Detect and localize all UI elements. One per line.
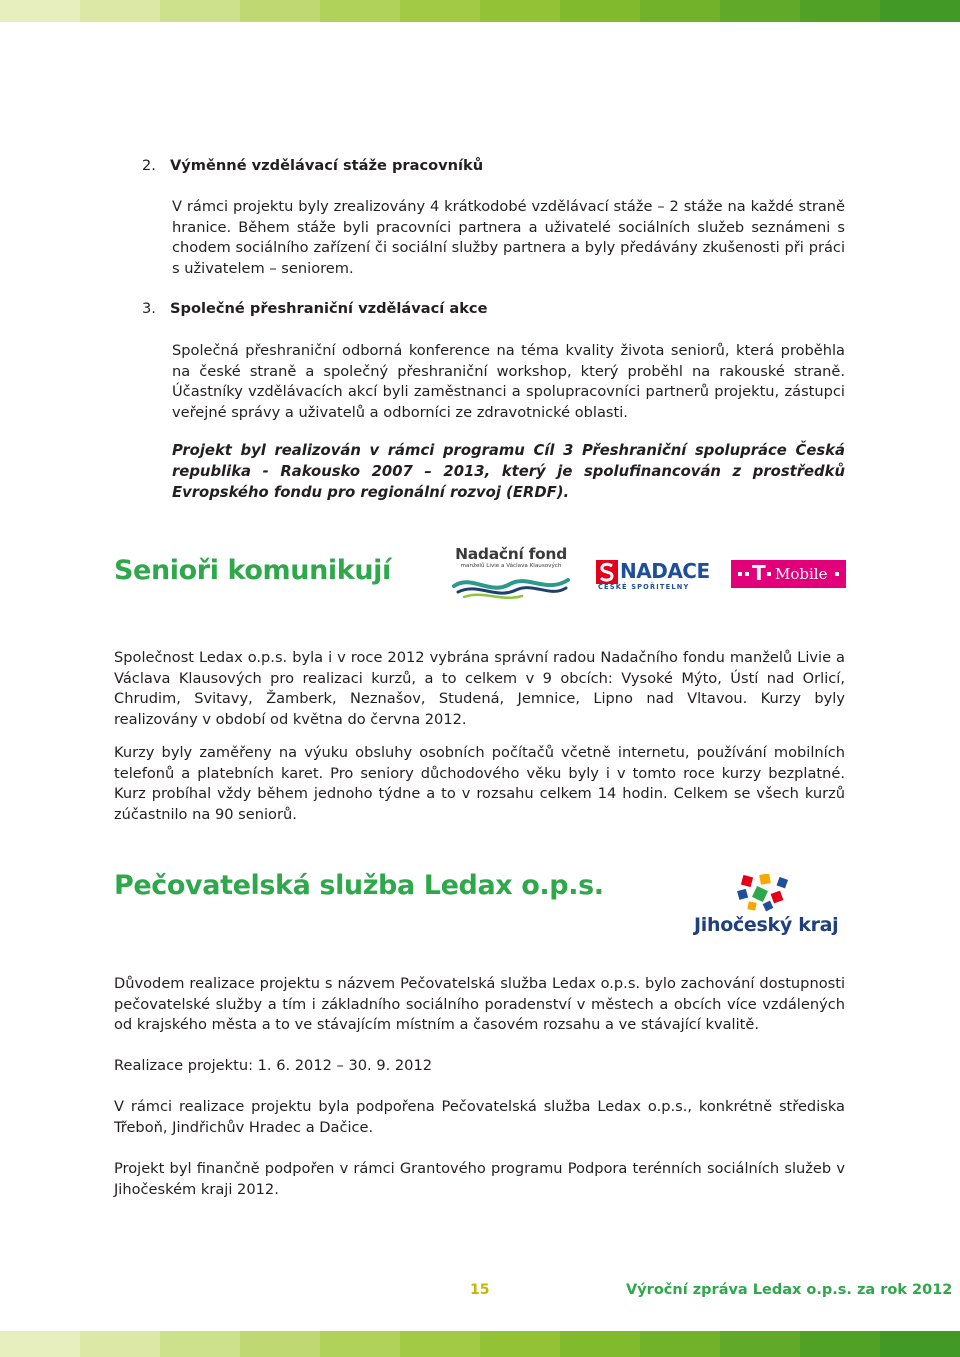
stripe-segment [320,1331,400,1357]
tmobile-t: T [752,561,766,585]
pecovatelska-paragraph-2: Realizace projektu: 1. 6. 2012 – 30. 9. 2012 [114,1057,433,1074]
pecovatelska-paragraph-3: V rámci realizace projektu byla podpořena Pečovatelská služba Ledax o.p.s., konkrétně střediska Třeboň, Jindřichův Hradec a Dačice. [114,1098,845,1136]
stripe-segment [640,1331,720,1357]
section2-number: 2. [142,157,156,174]
stripe-segment [0,1331,80,1357]
stripe-segment [80,0,160,22]
stripe-segment [720,0,800,22]
funding-note: Projekt byl realizován v rámci programu Cíl 3 Přeshraniční spolupráce Česká republika - Rakousko 2007 – 2013, který je spolufinancován z prostředků Evropského fondu pro regionální rozvoj (ERDF). [172,442,845,501]
pecovatelska-paragraph-4: Projekt byl finančně podpořen v rámci Grantového programu Podpora terénních sociálních služeb v Jihočeském kraji 2012. [114,1160,845,1198]
tmobile-dot-icon [835,572,839,576]
stripe-segment [880,1331,960,1357]
tmobile-word: Mobile [775,565,828,583]
page-number: 15 [470,1282,490,1298]
stripe-segment [400,1331,480,1357]
section3-heading [142,299,862,319]
stripe-segment [560,0,640,22]
section3-number: 3. [142,300,156,317]
stripe-segment [160,0,240,22]
nadacni-fond-logo-title: Nadační fond [455,545,567,563]
seniori-paragraph-2: Kurzy byly zaměřeny na výuku obsluhy osobních počítačů včetně internetu, používání mobilních telefonů a platebních karet. Pro seniory důchodového věku byly i v tomto roce kurzy bezplatné. Kurz probíhal vždy během jednoho týdne a to v rozsahu celkem 14 hodin. Celkem se všech kurzů zúčastnilo na 90 seniorů. [114,744,845,823]
stripe-segment [800,0,880,22]
jihocesky-kraj-emblem-icon [734,874,794,912]
tmobile-dot-icon [745,572,749,576]
seniori-title: Senioři komunikují [114,555,391,586]
stripe-segment [480,1331,560,1357]
stripe-segment [880,0,960,22]
jihocesky-kraj-logo-text: Jihočeský kraj [694,914,839,936]
tmobile-dot-icon [738,572,742,576]
bottom-stripe-bar [0,1331,960,1357]
nadace-logo-main: NADACE [620,559,710,583]
t-mobile-logo [731,560,846,588]
nadace-logo-sub: ČESKÉ SPOŘITELNY [598,583,690,591]
stripe-segment [320,0,400,22]
jihocesky-kraj-logo [690,872,840,942]
wave-icon [450,570,572,602]
nadacni-fond-logo-subtitle: manželů Livie a Václava Klausových [460,563,562,569]
nadace-cs-logo [594,558,710,592]
stripe-segment [400,0,480,22]
stripe-segment [80,1331,160,1357]
tmobile-dot-icon [767,572,771,576]
stripe-segment [720,1331,800,1357]
sporitelna-s-icon [596,560,618,584]
seniori-paragraph-1: Společnost Ledax o.p.s. byla i v roce 2012 vybrána správní radou Nadačního fondu manželů Livie a Václava Klausových pro realizaci kurzů, a to celkem v 9 obcích: Vysoké Mýto, Ústí nad Orlicí, Chrudim, Svitavy, Žamberk, Neznašov, Studená, Jemnice, Lipno nad Vltavou. Kurzy byly realizovány v období od května do června 2012. [114,649,845,728]
stripe-segment [640,0,720,22]
stripe-segment [480,0,560,22]
section3-heading-text: Společné přeshraniční vzdělávací akce [170,300,488,317]
nadacni-fond-logo [450,546,572,604]
section2-heading-text: Výměnné vzdělávací stáže pracovníků [170,157,484,174]
pecovatelska-paragraph-1: Důvodem realizace projektu s názvem Pečovatelská služba Ledax o.p.s. bylo zachování dostupnosti pečovatelské služby a tím i základního sociálního poradenství v městech a obcích více vzdálených od krajského města a to ve stávajícím místním a časovém rozsahu a ve stávající kvalitě. [114,975,845,1033]
pecovatelska-title: Pečovatelská služba Ledax o.p.s. [114,870,604,901]
section2-text: V rámci projektu byly zrealizovány 4 krátkodobé vzdělávací stáže – 2 stáže na každé straně hranice. Během stáže byli pracovníci partnera a uživatelé sociálních služeb seznámeni s chodem sociálního zařízení či sociální služby partnera a byly předávány zkušenosti při práci s uživatelem – seniorem. [172,198,845,277]
stripe-segment [160,1331,240,1357]
section2-heading [142,156,862,176]
section3-text: Společná přeshraniční odborná konference na téma kvality života seniorů, která proběhla na české straně a společný přeshraniční workshop, který proběhl na rakouské straně. Účastníky vzdělávacích akcí byli zaměstnanci a spolupracovníci partnerů projektu, zástupci veřejné správy a uživatelů a odborníci ze zdravotnické oblasti. [172,342,845,421]
top-stripe-bar [0,0,960,22]
stripe-segment [560,1331,640,1357]
stripe-segment [800,1331,880,1357]
stripe-segment [240,1331,320,1357]
footer-report-title: Výroční zpráva Ledax o.p.s. za rok 2012 [626,1282,953,1298]
stripe-segment [240,0,320,22]
stripe-segment [0,0,80,22]
